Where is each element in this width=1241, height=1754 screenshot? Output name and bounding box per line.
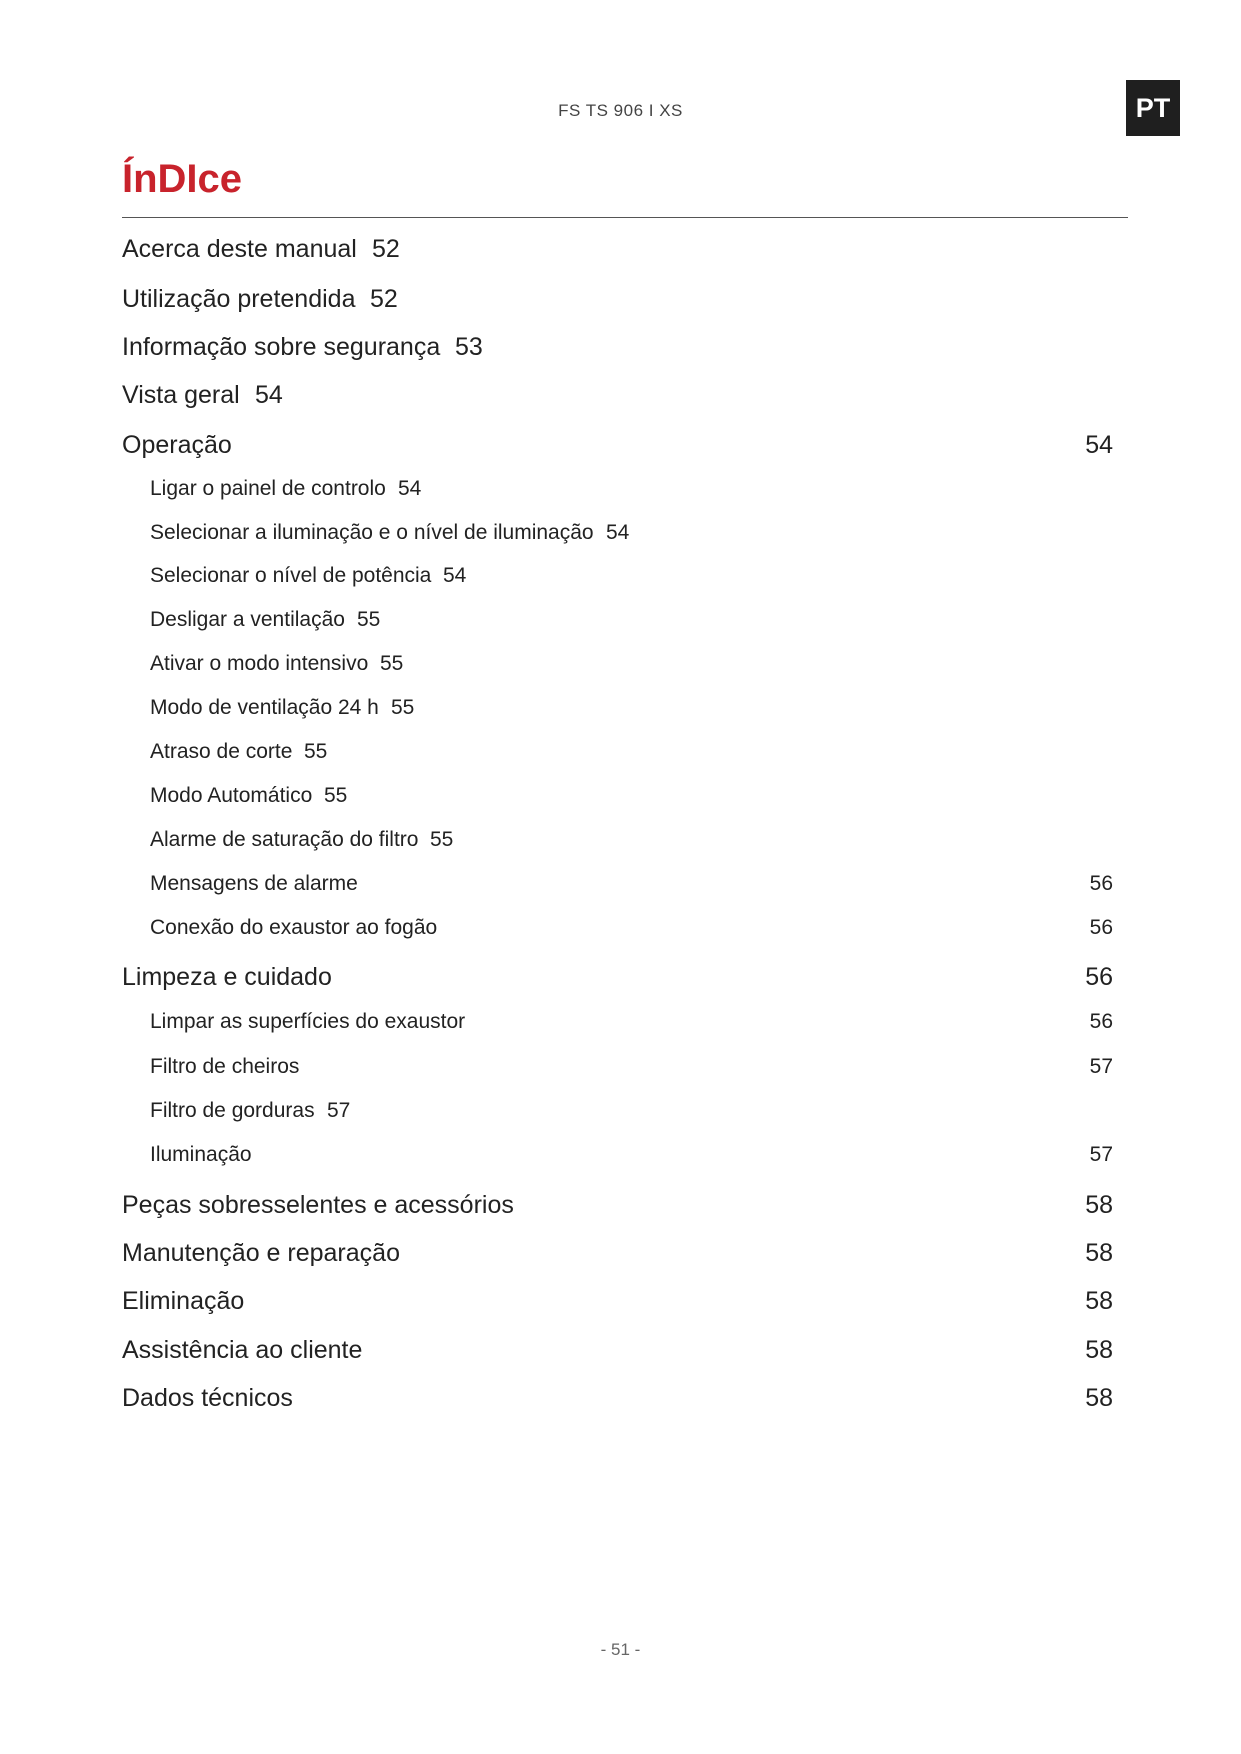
toc-entry-page: 56 — [1089, 916, 1113, 939]
toc-entry-label: Atraso de corte — [150, 740, 293, 763]
toc-entry[interactable] — [0, 872, 1241, 912]
toc-entry-label: Vista geral — [122, 381, 240, 409]
toc-entry[interactable] — [0, 1055, 1241, 1095]
toc-entry[interactable] — [0, 1191, 1241, 1231]
toc-entry[interactable] — [0, 477, 1241, 517]
toc-entry-label: Alarme de saturação do filtro — [150, 828, 419, 851]
toc-entry[interactable] — [0, 1239, 1241, 1279]
toc-entry[interactable] — [0, 1099, 1241, 1139]
language-badge: PT — [1126, 80, 1180, 136]
toc-entry[interactable] — [0, 285, 1241, 325]
toc-entry-label: Peças sobresselentes e acessórios — [122, 1191, 514, 1219]
toc-entry-page: 55 — [391, 696, 415, 719]
toc-entry-label: Manutenção e reparação — [122, 1239, 400, 1267]
toc-entry[interactable] — [0, 1143, 1241, 1183]
toc-entry[interactable] — [0, 1010, 1241, 1050]
toc-entry-label: Ativar o modo intensivo — [150, 652, 369, 675]
toc-entry-page: 55 — [357, 608, 381, 631]
toc-entry-page: 55 — [430, 828, 454, 851]
toc-entry-page: 57 — [327, 1099, 351, 1122]
toc-entry-label: Selecionar o nível de potência — [150, 564, 432, 587]
toc-entry-label: Limpeza e cuidado — [122, 963, 332, 991]
toc-entry-page: 58 — [1085, 1384, 1113, 1412]
toc-entry-page: 55 — [324, 784, 348, 807]
toc-entry-page: 57 — [1089, 1143, 1113, 1166]
toc-entry[interactable] — [0, 916, 1241, 956]
toc-entry-page: 56 — [1085, 963, 1113, 991]
toc-entry-page: 53 — [455, 333, 483, 361]
toc-entry-label: Ligar o painel de controlo — [150, 477, 386, 500]
toc-entry-label: Iluminação — [150, 1143, 252, 1166]
toc-entry[interactable] — [0, 564, 1241, 604]
toc-entry-label: Utilização pretendida — [122, 285, 356, 313]
toc-entry[interactable] — [0, 784, 1241, 824]
toc-entry-page: 56 — [1089, 1010, 1113, 1033]
toc-entry[interactable] — [0, 431, 1241, 471]
toc-entry[interactable] — [0, 740, 1241, 780]
toc-entry-page: 54 — [398, 477, 422, 500]
toc-entry[interactable] — [0, 1336, 1241, 1376]
toc-entry-page: 54 — [1085, 431, 1113, 459]
toc-entry[interactable] — [0, 608, 1241, 648]
toc-entry-page: 55 — [380, 652, 404, 675]
toc-entry-page: 58 — [1085, 1191, 1113, 1219]
page-title: ÍnDIce — [122, 157, 243, 201]
toc-entry-page: 52 — [372, 235, 400, 263]
toc-entry-page: 54 — [255, 381, 283, 409]
toc-entry-label: Eliminação — [122, 1287, 245, 1315]
toc-entry-label: Dados técnicos — [122, 1384, 293, 1412]
toc-entry-page: 58 — [1085, 1336, 1113, 1364]
toc-entry[interactable] — [0, 333, 1241, 373]
toc-entry[interactable] — [0, 235, 1241, 275]
toc-entry[interactable] — [0, 828, 1241, 868]
toc-entry-label: Selecionar a iluminação e o nível de iluminação — [150, 521, 594, 544]
toc-entry-label: Filtro de cheiros — [150, 1055, 300, 1078]
toc-entry-page: 56 — [1089, 872, 1113, 895]
title-divider — [122, 217, 1128, 218]
page-number: - 51 - — [600, 1640, 641, 1659]
toc-entry-label: Filtro de gorduras — [150, 1099, 315, 1122]
toc-entry-page: 54 — [443, 564, 467, 587]
toc-entry-label: Assistência ao cliente — [122, 1336, 363, 1364]
toc-entry-page: 54 — [606, 521, 630, 544]
toc-entry-label: Mensagens de alarme — [150, 872, 358, 895]
toc-entry-page: 55 — [304, 740, 328, 763]
toc-entry-label: Desligar a ventilação — [150, 608, 345, 631]
toc-entry[interactable] — [0, 652, 1241, 692]
toc-entry-label: Operação — [122, 431, 232, 459]
toc-entry-label: Informação sobre segurança — [122, 333, 441, 361]
toc-entry-label: Modo de ventilação 24 h — [150, 696, 379, 719]
toc-entry-page: 57 — [1089, 1055, 1113, 1078]
toc-entry[interactable] — [0, 1287, 1241, 1327]
toc-entry[interactable] — [0, 696, 1241, 736]
toc-entry-page: 58 — [1085, 1239, 1113, 1267]
toc-entry-page: 52 — [370, 285, 398, 313]
toc-entry-label: Acerca deste manual — [122, 235, 357, 263]
toc-entry-label: Modo Automático — [150, 784, 313, 807]
toc-entry-label: Conexão do exaustor ao fogão — [150, 916, 438, 939]
toc-entry[interactable] — [0, 381, 1241, 421]
toc-entry[interactable] — [0, 1384, 1241, 1424]
toc-entry[interactable] — [0, 963, 1241, 1003]
toc-entry[interactable] — [0, 521, 1241, 561]
toc-entry-label: Limpar as superfícies do exaustor — [150, 1010, 466, 1033]
header-model: FS TS 906 I XS — [558, 101, 683, 120]
toc-entry-page: 58 — [1085, 1287, 1113, 1315]
